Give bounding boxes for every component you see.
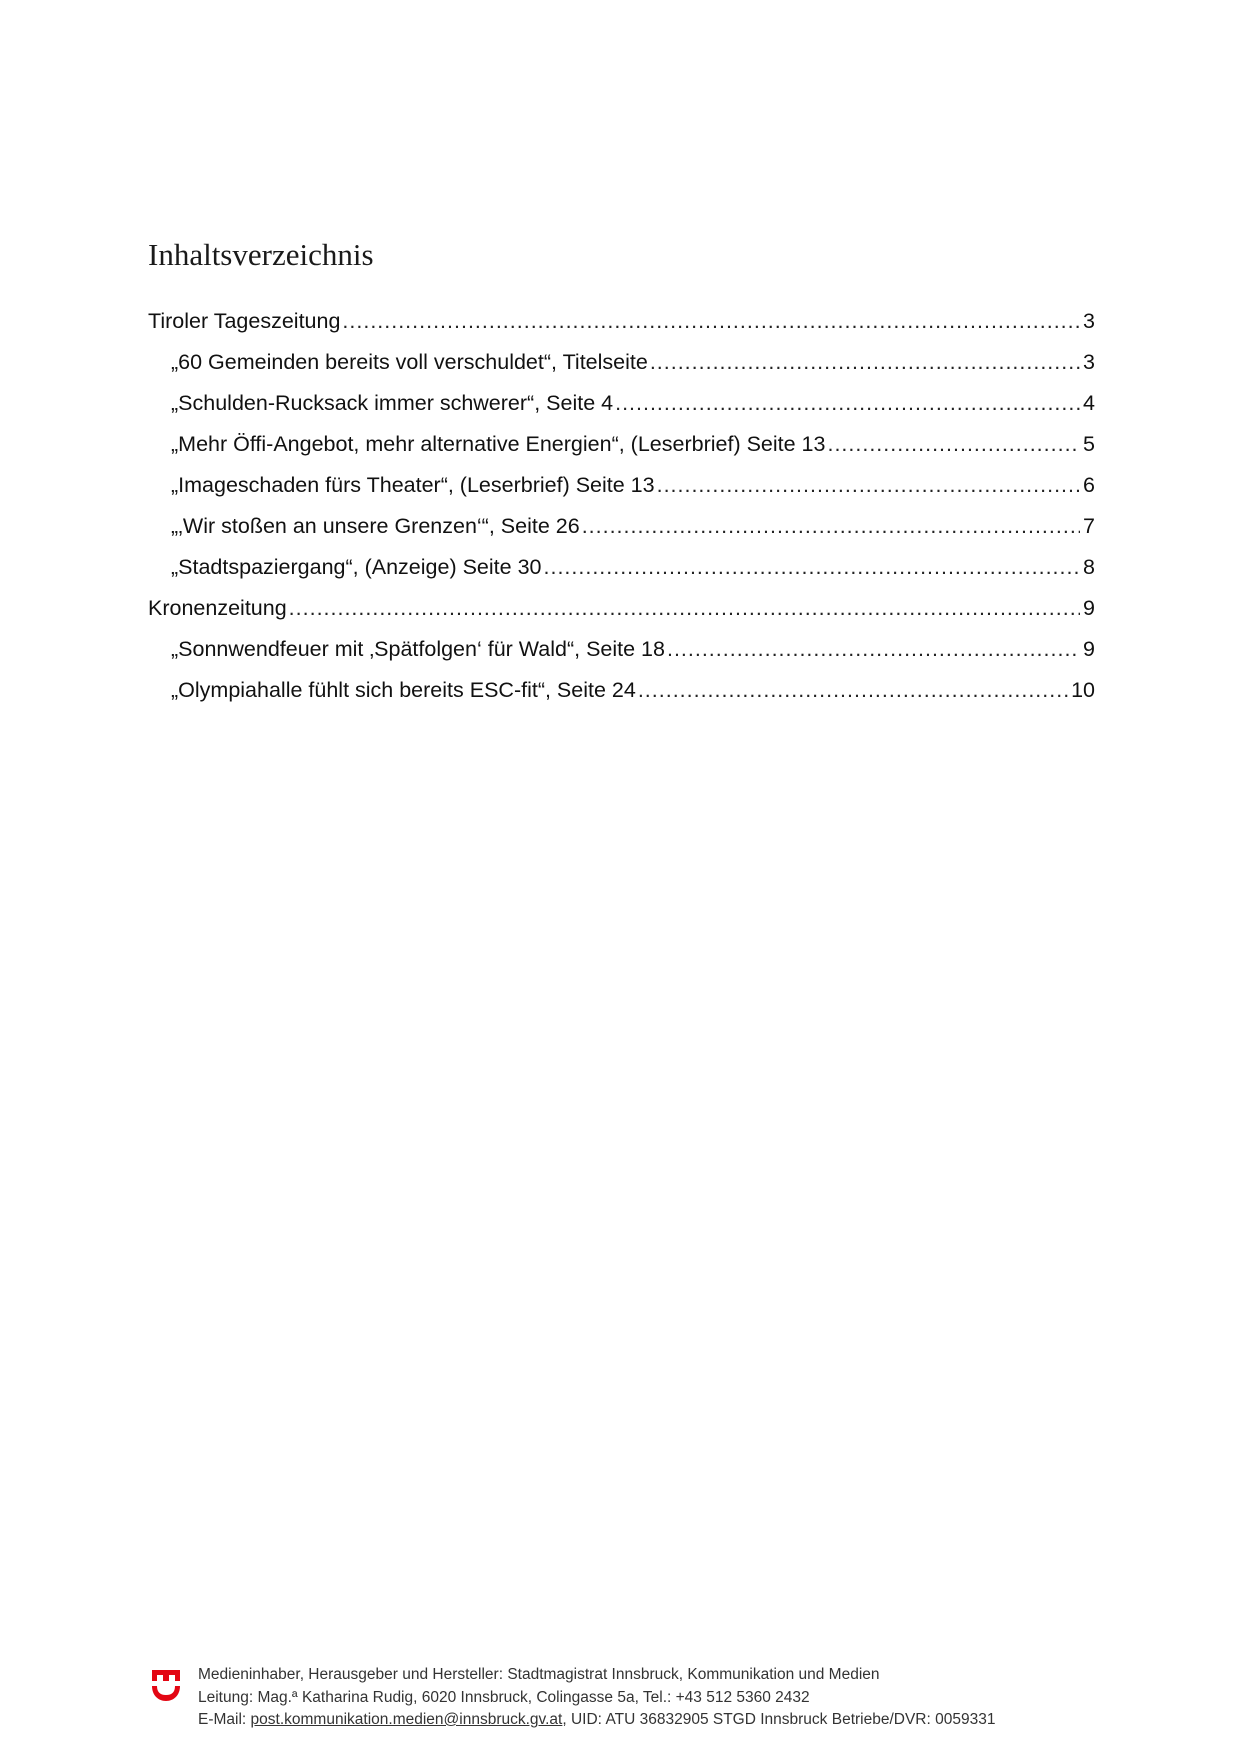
toc-dot-leader <box>615 389 1080 417</box>
toc-entry-sonnwendfeuer[interactable] <box>148 635 1095 676</box>
toc-dot-leader <box>638 676 1068 704</box>
innsbruck-logo-icon <box>150 1668 182 1702</box>
toc-entry-kronenzeitung[interactable] <box>148 594 1095 635</box>
imprint-line-management: Leitung: Mag.ª Katharina Rudig, 6020 Innsbruck, Colingasse 5a, Tel.: +43 512 5360 2432 <box>198 1688 810 1706</box>
toc-entry-tiroler-tageszeitung[interactable] <box>148 307 1095 348</box>
table-of-contents <box>148 307 1095 717</box>
toc-entry-text: „Olympiahalle fühlt sich bereits ESC-fit“, Seite 24 <box>171 678 636 702</box>
toc-entry-text: Tiroler Tageszeitung <box>148 309 341 333</box>
toc-page-number: 9 <box>1083 596 1095 620</box>
toc-entry-text: „Sonnwendfeuer mit ‚Spätfolgen‘ für Wald“, Seite 18 <box>171 637 665 661</box>
toc-entry-60-gemeinden[interactable] <box>148 348 1095 389</box>
toc-page-number: 3 <box>1083 350 1095 374</box>
toc-page-number: 5 <box>1083 432 1095 456</box>
logo-top-mark <box>152 1670 180 1681</box>
registration-info: , UID: ATU 36832905 STGD Innsbruck Betriebe/DVR: 0059331 <box>562 1711 996 1728</box>
toc-dot-leader <box>650 348 1080 376</box>
page-title: Inhaltsverzeichnis <box>148 237 374 272</box>
imprint-line-publisher: Medieninhaber, Herausgeber und Hersteller: Stadtmagistrat Innsbruck, Kommunikation und Medien <box>198 1666 880 1683</box>
imprint-line-contact <box>198 1709 995 1732</box>
toc-entry-schulden-rucksack[interactable] <box>148 389 1095 430</box>
toc-entry-oeffi-angebot[interactable] <box>148 430 1095 471</box>
toc-page-number: 6 <box>1083 473 1095 497</box>
toc-dot-leader <box>657 471 1080 499</box>
page-footer <box>150 1664 1090 1730</box>
toc-page-number: 7 <box>1083 514 1095 538</box>
logo-bottom-mark <box>152 1686 180 1701</box>
toc-entry-olympiahalle[interactable] <box>148 676 1095 717</box>
toc-entry-text: „‚Wir stoßen an unsere Grenzen‘“, Seite 26 <box>171 514 580 538</box>
toc-entry-grenzen[interactable] <box>148 512 1095 553</box>
toc-page-number: 9 <box>1083 637 1095 661</box>
toc-entry-text: „Stadtspaziergang“, (Anzeige) Seite 30 <box>171 555 542 579</box>
toc-dot-leader <box>289 594 1080 622</box>
toc-dot-leader <box>667 635 1080 663</box>
toc-entry-imageschaden[interactable] <box>148 471 1095 512</box>
toc-entry-text: „Imageschaden fürs Theater“, (Leserbrief) Seite 13 <box>171 473 655 497</box>
toc-entry-text: Kronenzeitung <box>148 596 287 620</box>
email-label: E-Mail: <box>198 1711 251 1728</box>
toc-page-number: 10 <box>1071 678 1095 702</box>
toc-entry-text: „60 Gemeinden bereits voll verschuldet“, Titelseite <box>171 350 648 374</box>
toc-dot-leader <box>827 430 1080 458</box>
toc-page-number: 8 <box>1083 555 1095 579</box>
toc-dot-leader <box>342 307 1080 335</box>
toc-entry-text: „Mehr Öffi-Angebot, mehr alternative Energien“, (Leserbrief) Seite 13 <box>171 432 826 456</box>
toc-entry-text: „Schulden-Rucksack immer schwerer“, Seite 4 <box>171 391 614 415</box>
toc-page-number: 3 <box>1083 309 1095 333</box>
email-link[interactable]: post.kommunikation.medien@innsbruck.gv.at <box>250 1711 563 1728</box>
toc-dot-leader <box>582 512 1080 540</box>
toc-page-number: 4 <box>1083 391 1095 415</box>
imprint-text <box>198 1664 995 1732</box>
toc-entry-stadtspaziergang[interactable] <box>148 553 1095 594</box>
toc-dot-leader <box>544 553 1081 581</box>
